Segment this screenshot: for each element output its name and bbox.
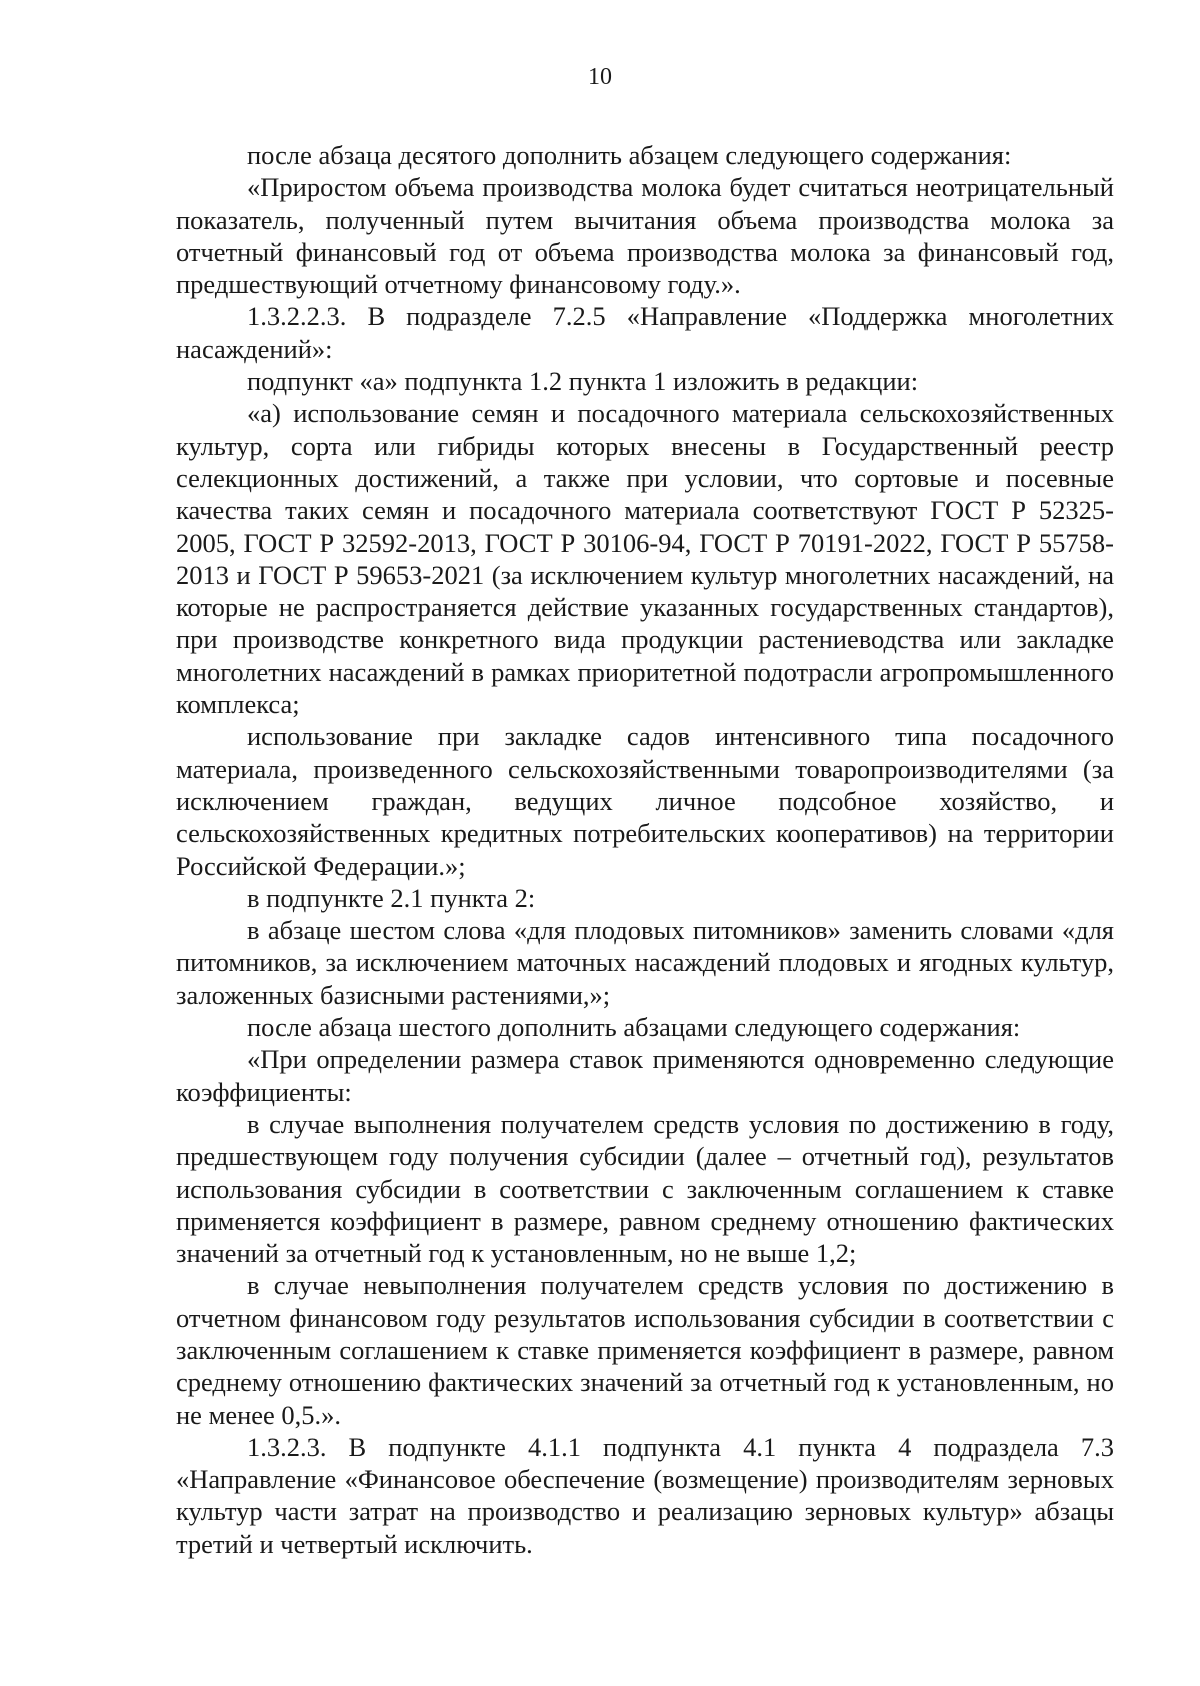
document-body <box>176 139 1114 1560</box>
page-number: 10 <box>588 64 612 90</box>
paragraph-6: использование при закладке садов интенсивного типа посадочного материала, произведенного сельскохозяйственными товаропроизводителями (за исключением граждан, ведущих личное подсобное хозяйство, и сельскохозяйственных кредитных потребительских кооперативов) на территории Российской Федерации.»; <box>176 721 1114 881</box>
paragraph-1: после абзаца десятого дополнить абзацем следующего содержания: <box>247 140 1012 170</box>
paragraph-2: «Приростом объема производства молока будет считаться неотрицательный показатель, полученный путем вычитания объема производства молока за отчетный финансовый год от объема производства молока за финансовый год, предшествующий отчетному финансовому году.». <box>176 172 1114 300</box>
paragraph-8: в абзаце шестом слова «для плодовых питомников» заменить словами «для питомников, за исключением маточных насаждений плодовых и ягодных культур, заложенных базисными растениями,»; <box>176 915 1114 1010</box>
paragraph-7: в подпункте 2.1 пункта 2: <box>247 882 536 913</box>
paragraph-5: «а) использование семян и посадочного материала сельскохозяйственных культур, сорта или гибриды которых внесены в Государственный реестр селекционных достижений, а также при условии, что сортовые и посевные качества таких семян и посадочного материала соответствуют ГОСТ Р 52325-2005, ГОСТ Р 32592-2013, ГОСТ Р 30106-94, ГОСТ Р 70191-2022, ГОСТ Р 55758-2013 и ГОСТ Р 59653-2021 (за исключением культур многолетних насаждений, на которые не распространяется действие указанных государственных стандартов), при производстве конкретного вида продукции растениеводства или закладке многолетних насаждений в рамках приоритетной подотрасли агропромышленного комплекса; <box>176 398 1114 720</box>
paragraph-12: в случае невыполнения получателем средств условия по достижению в отчетном финансовом году результатов использования субсидии в соответствии с заключенным соглашением к ставке применяется коэффициент в размере, равном среднему отношению фактических значений за отчетный год к установленным, но не менее 0,5.». <box>176 1270 1114 1430</box>
paragraph-10: «При определении размера ставок применяются одновременно следующие коэффициенты: <box>176 1044 1114 1107</box>
paragraph-3: 1.3.2.2.3. В подразделе 7.2.5 «Направление «Поддержка многолетних насаждений»: <box>176 301 1114 364</box>
paragraph-13: 1.3.2.3. В подпункте 4.1.1 подпункта 4.1 пункта 4 подраздела 7.3 «Направление «Финансовое обеспечение (возмещение) производителям зерновых культур части затрат на производство и реализацию зерновых культур» абзацы третий и четвертый исключить. <box>176 1431 1114 1559</box>
paragraph-11: в случае выполнения получателем средств условия по достижению в году, предшествующем году получения субсидии (далее – отчетный год), результатов использования субсидии в соответствии с заключенным соглашением к ставке применяется коэффициент в размере, равном среднему отношению фактических значений за отчетный год к установленным, но не выше 1,2; <box>176 1108 1114 1269</box>
paragraph-4: подпункт «а» подпункта 1.2 пункта 1 изложить в редакции: <box>247 366 919 397</box>
paragraph-9: после абзаца шестого дополнить абзацами следующего содержания: <box>247 1012 1021 1043</box>
